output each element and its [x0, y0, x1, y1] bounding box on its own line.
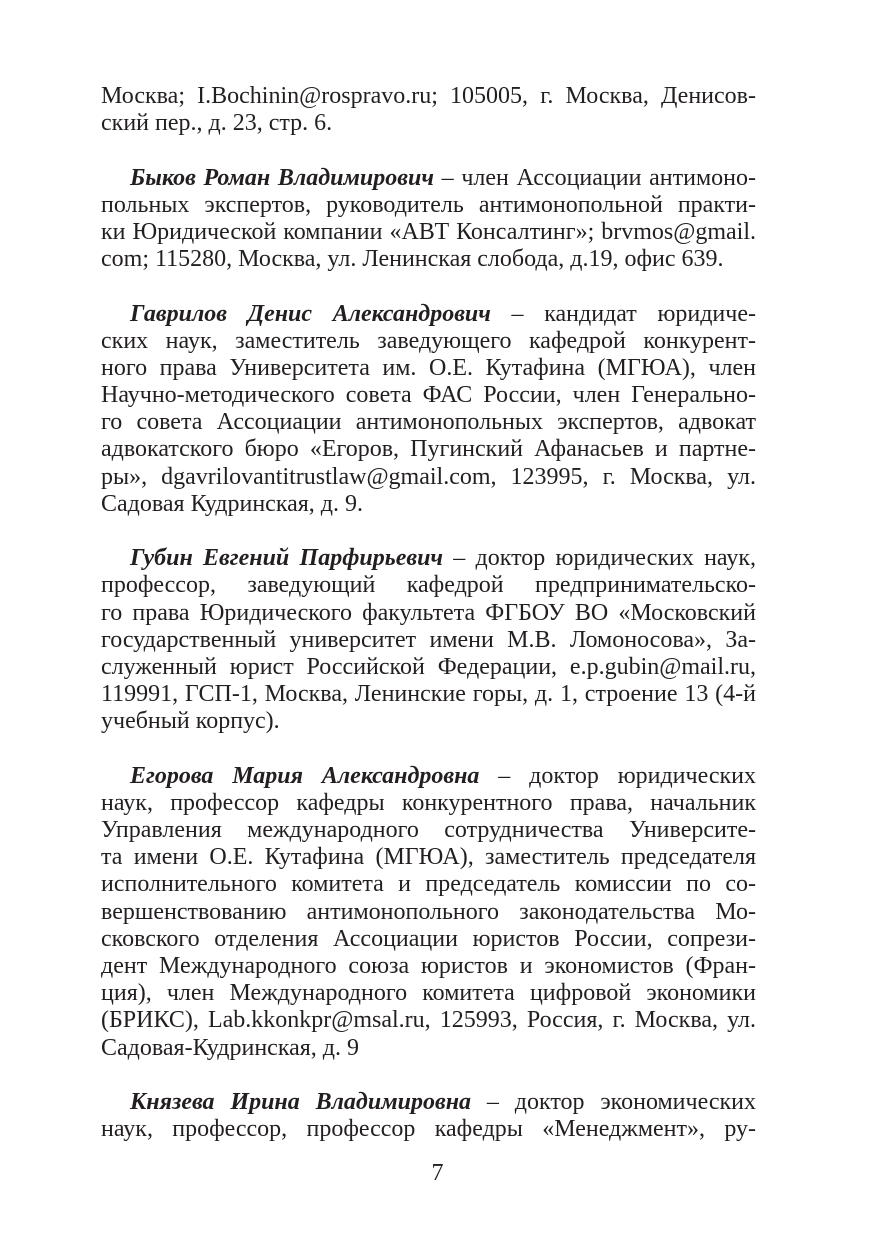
text-line: го права Юридического факультета ФГБОУ ВО «Московский [101, 599, 756, 626]
text-line: го совета Ассоциации антимонопольных экспертов, адвокат [101, 409, 756, 436]
author-name: Егорова Мария Александровна [130, 762, 480, 789]
document-page [101, 83, 756, 1143]
text-line: Садовая Кудринская, д. 9. [101, 490, 364, 517]
text-line: та имени О.Е. Кутафина (МГЮА), заместитель председателя [101, 844, 756, 871]
text-line: ский пер., д. 23, стр. 6. [101, 110, 333, 137]
text-line: профессор, заведующий кафедрой предпринимательско- [101, 572, 756, 599]
text-line: дент Международного союза юристов и экономистов (Фран- [101, 953, 756, 979]
author-entry [101, 763, 756, 1062]
author-entry [101, 1089, 756, 1143]
text-line: ры», dgavrilovantitrustlaw@gmail.com, 123995, г. Москва, ул. [101, 463, 756, 490]
text-line: сковского отделения Ассоциации юристов России, сопрези- [101, 925, 756, 952]
page-number: 7 [431, 1160, 444, 1186]
author-name: Князева Ирина Владимировна [130, 1088, 472, 1115]
text-line [101, 1089, 756, 1116]
author-description: – кандидат юридиче- [490, 300, 756, 327]
author-description: – доктор юридических [479, 762, 756, 789]
author-description: – доктор юридических наук, [443, 545, 757, 572]
text-line: польных экспертов, руководитель антимонопольной практи- [101, 191, 756, 218]
text-line: ция), член Международного комитета цифровой экономики [101, 980, 756, 1007]
text-line: вершенствованию антимонопольного законодательства Мо- [101, 898, 756, 925]
text-line: Управления международного сотрудничества Университе- [101, 817, 756, 844]
author-entry [101, 165, 756, 274]
text-line: ских наук, заместитель заведующего кафедрой конкурент- [101, 327, 756, 354]
author-description: – член Ассоциации антимоно- [433, 164, 756, 191]
text-line: ки Юридической компании «АВТ Консалтинг»; brvmos@gmail. [101, 218, 756, 245]
author-entry [101, 301, 756, 519]
text-line: наук, профессор, профессор кафедры «Менеджмент», ру- [101, 1116, 756, 1143]
text-line: служенный юрист Российской Федерации, e.p.gubin@mail.ru, [101, 653, 756, 680]
author-description: – доктор экономических [471, 1088, 756, 1115]
text-line: государственный университет имени М.В. Ломоносова», За- [101, 626, 756, 653]
author-name: Гаврилов Денис Александрович [130, 300, 491, 327]
text-line [101, 165, 756, 192]
text-line: Москва; I.Bochinin@rospravo.ru; 105005, г. Москва, Денисов- [101, 83, 756, 109]
text-line: 119991, ГСП-1, Москва, Ленинские горы, д. 1, строение 13 (4-й [101, 681, 756, 708]
text-line [101, 301, 756, 328]
text-line [101, 763, 756, 790]
text-line: исполнительного комитета и председатель комиссии по со- [101, 871, 756, 898]
text-line: com; 115280, Москва, ул. Ленинская слобода, д.19, офис 639. [101, 246, 724, 273]
text-line [101, 545, 756, 572]
text-line: (БРИКС), Lab.kkonkpr@msal.ru, 125993, Россия, г. Москва, ул. [101, 1007, 756, 1034]
text-line: Научно-методического совета ФАС России, член Генерально- [101, 382, 756, 409]
text-line: адвокатского бюро «Егоров, Пугинский Афанасьев и партне- [101, 436, 756, 463]
text-line: учебный корпус). [101, 708, 280, 735]
author-entry [101, 545, 756, 735]
author-name: Губин Евгений Парфирьевич [130, 545, 444, 572]
text-line: ного права Университета им. О.Е. Кутафина (МГЮА), член [101, 354, 756, 381]
author-entry [101, 83, 756, 137]
text-line: наук, профессор кафедры конкурентного права, начальник [101, 789, 756, 816]
text-line: Садовая-Кудринская, д. 9 [101, 1034, 360, 1061]
author-name: Быков Роман Владимирович [130, 164, 434, 191]
